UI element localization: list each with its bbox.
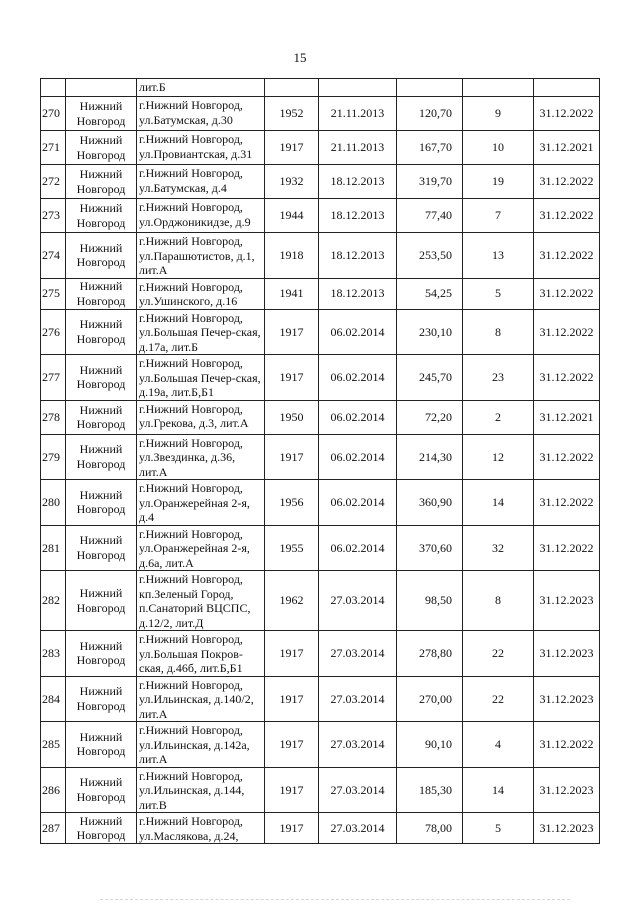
- table-row: [41, 722, 600, 768]
- date-cell: 18.12.2013: [319, 199, 397, 233]
- date-cell: 27.03.2014: [319, 631, 397, 677]
- city-cell: [66, 79, 137, 97]
- area-cell: 278,80: [397, 631, 463, 677]
- address-cell: г.Нижний Новгород, ул.Ильинская, д.140/2, лит.А: [137, 676, 265, 722]
- area-cell: 319,70: [397, 165, 463, 199]
- table-row: [41, 400, 600, 434]
- count-cell: 23: [463, 355, 534, 401]
- year-cell: 1917: [265, 355, 319, 401]
- address-cell: г.Нижний Новгород, ул.Большая Печер-ская, д.17а, лит.Б: [137, 309, 265, 355]
- date-cell: 27.03.2014: [319, 722, 397, 768]
- table-row: [41, 79, 600, 97]
- deadline-cell: 31.12.2023: [534, 571, 600, 631]
- year-cell: 1962: [265, 571, 319, 631]
- city-cell: Нижний Новгород: [66, 631, 137, 677]
- date-cell: 06.02.2014: [319, 525, 397, 571]
- year-cell: 1917: [265, 434, 319, 480]
- count-cell: 5: [463, 278, 534, 309]
- deadline-cell: 31.12.2022: [534, 722, 600, 768]
- area-cell: 77,40: [397, 199, 463, 233]
- address-cell: г.Нижний Новгород, ул.Орджоникидзе, д.9: [137, 199, 265, 233]
- address-cell: г.Нижний Новгород, ул.Оранжерейная 2-я, д.6а, лит.А: [137, 525, 265, 571]
- area-cell: 78,00: [397, 813, 463, 844]
- area-cell: 370,60: [397, 525, 463, 571]
- count-cell: 4: [463, 722, 534, 768]
- address-cell: г.Нижний Новгород, ул.Большая Покров-ская, д.46б, лит.Б,Б1: [137, 631, 265, 677]
- count-cell: 2: [463, 400, 534, 434]
- count-cell: 10: [463, 131, 534, 165]
- table-row: [41, 676, 600, 722]
- city-cell: Нижний Новгород: [66, 813, 137, 844]
- city-cell: Нижний Новгород: [66, 434, 137, 480]
- table-row: [41, 525, 600, 571]
- year-cell: 1917: [265, 767, 319, 813]
- count-cell: 8: [463, 571, 534, 631]
- address-cell: г.Нижний Новгород, ул.Ушинского, д.16: [137, 278, 265, 309]
- count-cell: 32: [463, 525, 534, 571]
- city-cell: Нижний Новгород: [66, 97, 137, 131]
- row-number: 273: [41, 199, 66, 233]
- address-cell: г.Нижний Новгород, кп.Зеленый Город, п.Санаторий ВЦСПС, д.12/2, лит.Д: [137, 571, 265, 631]
- year-cell: 1917: [265, 676, 319, 722]
- city-cell: Нижний Новгород: [66, 199, 137, 233]
- area-cell: 360,90: [397, 480, 463, 526]
- deadline-cell: 31.12.2022: [534, 165, 600, 199]
- housing-table: [40, 78, 600, 844]
- row-number: 284: [41, 676, 66, 722]
- date-cell: 21.11.2013: [319, 131, 397, 165]
- area-cell: 214,30: [397, 434, 463, 480]
- city-cell: Нижний Новгород: [66, 767, 137, 813]
- table-row: [41, 767, 600, 813]
- year-cell: 1917: [265, 813, 319, 844]
- count-cell: 14: [463, 480, 534, 526]
- year-cell: [265, 79, 319, 97]
- area-cell: 90,10: [397, 722, 463, 768]
- deadline-cell: 31.12.2022: [534, 97, 600, 131]
- deadline-cell: 31.12.2022: [534, 525, 600, 571]
- date-cell: [319, 79, 397, 97]
- table-row: [41, 813, 600, 844]
- address-cell: г.Нижний Новгород, ул.Ильинская, д.144, лит.В: [137, 767, 265, 813]
- address-cell: г.Нижний Новгород, ул.Грекова, д.3, лит.А: [137, 400, 265, 434]
- area-cell: 253,50: [397, 233, 463, 279]
- address-cell: г.Нижний Новгород, ул.Парашютистов, д.1, лит.А: [137, 233, 265, 279]
- address-cell: г.Нижний Новгород, ул.Звездинка, д.36, лит.А: [137, 434, 265, 480]
- city-cell: Нижний Новгород: [66, 233, 137, 279]
- year-cell: 1918: [265, 233, 319, 279]
- table-row: [41, 131, 600, 165]
- count-cell: 8: [463, 309, 534, 355]
- deadline-cell: 31.12.2021: [534, 131, 600, 165]
- city-cell: Нижний Новгород: [66, 309, 137, 355]
- date-cell: 06.02.2014: [319, 309, 397, 355]
- area-cell: 54,25: [397, 278, 463, 309]
- year-cell: 1956: [265, 480, 319, 526]
- address-cell: лит.Б: [137, 79, 265, 97]
- city-cell: Нижний Новгород: [66, 676, 137, 722]
- table-row: [41, 309, 600, 355]
- row-number: 287: [41, 813, 66, 844]
- date-cell: 27.03.2014: [319, 813, 397, 844]
- year-cell: 1941: [265, 278, 319, 309]
- area-cell: 167,70: [397, 131, 463, 165]
- row-number: 286: [41, 767, 66, 813]
- address-cell: г.Нижний Новгород, ул.Оранжерейная 2-я, д.4: [137, 480, 265, 526]
- year-cell: 1952: [265, 97, 319, 131]
- table-row: [41, 434, 600, 480]
- count-cell: 7: [463, 199, 534, 233]
- deadline-cell: 31.12.2022: [534, 233, 600, 279]
- address-cell: г.Нижний Новгород, ул.Батумская, д.30: [137, 97, 265, 131]
- deadline-cell: 31.12.2023: [534, 676, 600, 722]
- address-cell: г.Нижний Новгород, ул.Большая Печер-ская, д.19а, лит.Б,Б1: [137, 355, 265, 401]
- deadline-cell: 31.12.2023: [534, 813, 600, 844]
- page-number: 15: [293, 50, 307, 65]
- deadline-cell: 31.12.2023: [534, 631, 600, 677]
- city-cell: Нижний Новгород: [66, 571, 137, 631]
- count-cell: 12: [463, 434, 534, 480]
- table-row: [41, 165, 600, 199]
- table-row: [41, 355, 600, 401]
- year-cell: 1944: [265, 199, 319, 233]
- date-cell: 18.12.2013: [319, 165, 397, 199]
- date-cell: 06.02.2014: [319, 434, 397, 480]
- area-cell: [397, 79, 463, 97]
- row-number: 285: [41, 722, 66, 768]
- deadline-cell: 31.12.2022: [534, 278, 600, 309]
- area-cell: 72,20: [397, 400, 463, 434]
- city-cell: Нижний Новгород: [66, 131, 137, 165]
- table-row: [41, 278, 600, 309]
- deadline-cell: 31.12.2022: [534, 199, 600, 233]
- address-cell: г.Нижний Новгород, ул.Провиантская, д.31: [137, 131, 265, 165]
- count-cell: 14: [463, 767, 534, 813]
- count-cell: [463, 79, 534, 97]
- city-cell: Нижний Новгород: [66, 278, 137, 309]
- year-cell: 1932: [265, 165, 319, 199]
- deadline-cell: 31.12.2021: [534, 400, 600, 434]
- city-cell: Нижний Новгород: [66, 400, 137, 434]
- area-cell: 270,00: [397, 676, 463, 722]
- count-cell: 5: [463, 813, 534, 844]
- count-cell: 22: [463, 676, 534, 722]
- table-row: [41, 97, 600, 131]
- row-number: 283: [41, 631, 66, 677]
- deadline-cell: 31.12.2023: [534, 767, 600, 813]
- table-row: [41, 233, 600, 279]
- city-cell: Нижний Новгород: [66, 165, 137, 199]
- deadline-cell: 31.12.2022: [534, 309, 600, 355]
- year-cell: 1917: [265, 631, 319, 677]
- table-body: [41, 79, 600, 844]
- year-cell: 1917: [265, 722, 319, 768]
- row-number: 276: [41, 309, 66, 355]
- row-number: 278: [41, 400, 66, 434]
- date-cell: 06.02.2014: [319, 480, 397, 526]
- date-cell: 06.02.2014: [319, 355, 397, 401]
- row-number: 275: [41, 278, 66, 309]
- date-cell: 27.03.2014: [319, 571, 397, 631]
- date-cell: 18.12.2013: [319, 233, 397, 279]
- date-cell: 06.02.2014: [319, 400, 397, 434]
- count-cell: 19: [463, 165, 534, 199]
- deadline-cell: [534, 79, 600, 97]
- year-cell: 1950: [265, 400, 319, 434]
- count-cell: 13: [463, 233, 534, 279]
- area-cell: 98,50: [397, 571, 463, 631]
- area-cell: 120,70: [397, 97, 463, 131]
- row-number: [41, 79, 66, 97]
- table-row: [41, 199, 600, 233]
- date-cell: 27.03.2014: [319, 767, 397, 813]
- city-cell: Нижний Новгород: [66, 722, 137, 768]
- row-number: 280: [41, 480, 66, 526]
- area-cell: 245,70: [397, 355, 463, 401]
- address-cell: г.Нижний Новгород, ул.Батумская, д.4: [137, 165, 265, 199]
- row-number: 279: [41, 434, 66, 480]
- count-cell: 9: [463, 97, 534, 131]
- deadline-cell: 31.12.2022: [534, 355, 600, 401]
- city-cell: Нижний Новгород: [66, 525, 137, 571]
- date-cell: 18.12.2013: [319, 278, 397, 309]
- city-cell: Нижний Новгород: [66, 480, 137, 526]
- area-cell: 185,30: [397, 767, 463, 813]
- row-number: 274: [41, 233, 66, 279]
- deadline-cell: 31.12.2022: [534, 434, 600, 480]
- count-cell: 22: [463, 631, 534, 677]
- table-row: [41, 571, 600, 631]
- row-number: 277: [41, 355, 66, 401]
- row-number: 282: [41, 571, 66, 631]
- row-number: 270: [41, 97, 66, 131]
- area-cell: 230,10: [397, 309, 463, 355]
- row-number: 271: [41, 131, 66, 165]
- address-cell: г.Нижний Новгород, ул.Ильинская, д.142а, лит.А: [137, 722, 265, 768]
- year-cell: 1955: [265, 525, 319, 571]
- table-row: [41, 631, 600, 677]
- date-cell: 21.11.2013: [319, 97, 397, 131]
- row-number: 281: [41, 525, 66, 571]
- table-row: [41, 480, 600, 526]
- address-cell: г.Нижний Новгород, ул.Маслякова, д.24,: [137, 813, 265, 844]
- year-cell: 1917: [265, 309, 319, 355]
- row-number: 272: [41, 165, 66, 199]
- city-cell: Нижний Новгород: [66, 355, 137, 401]
- date-cell: 27.03.2014: [319, 676, 397, 722]
- deadline-cell: 31.12.2022: [534, 480, 600, 526]
- scan-artifact-line: [100, 899, 570, 901]
- year-cell: 1917: [265, 131, 319, 165]
